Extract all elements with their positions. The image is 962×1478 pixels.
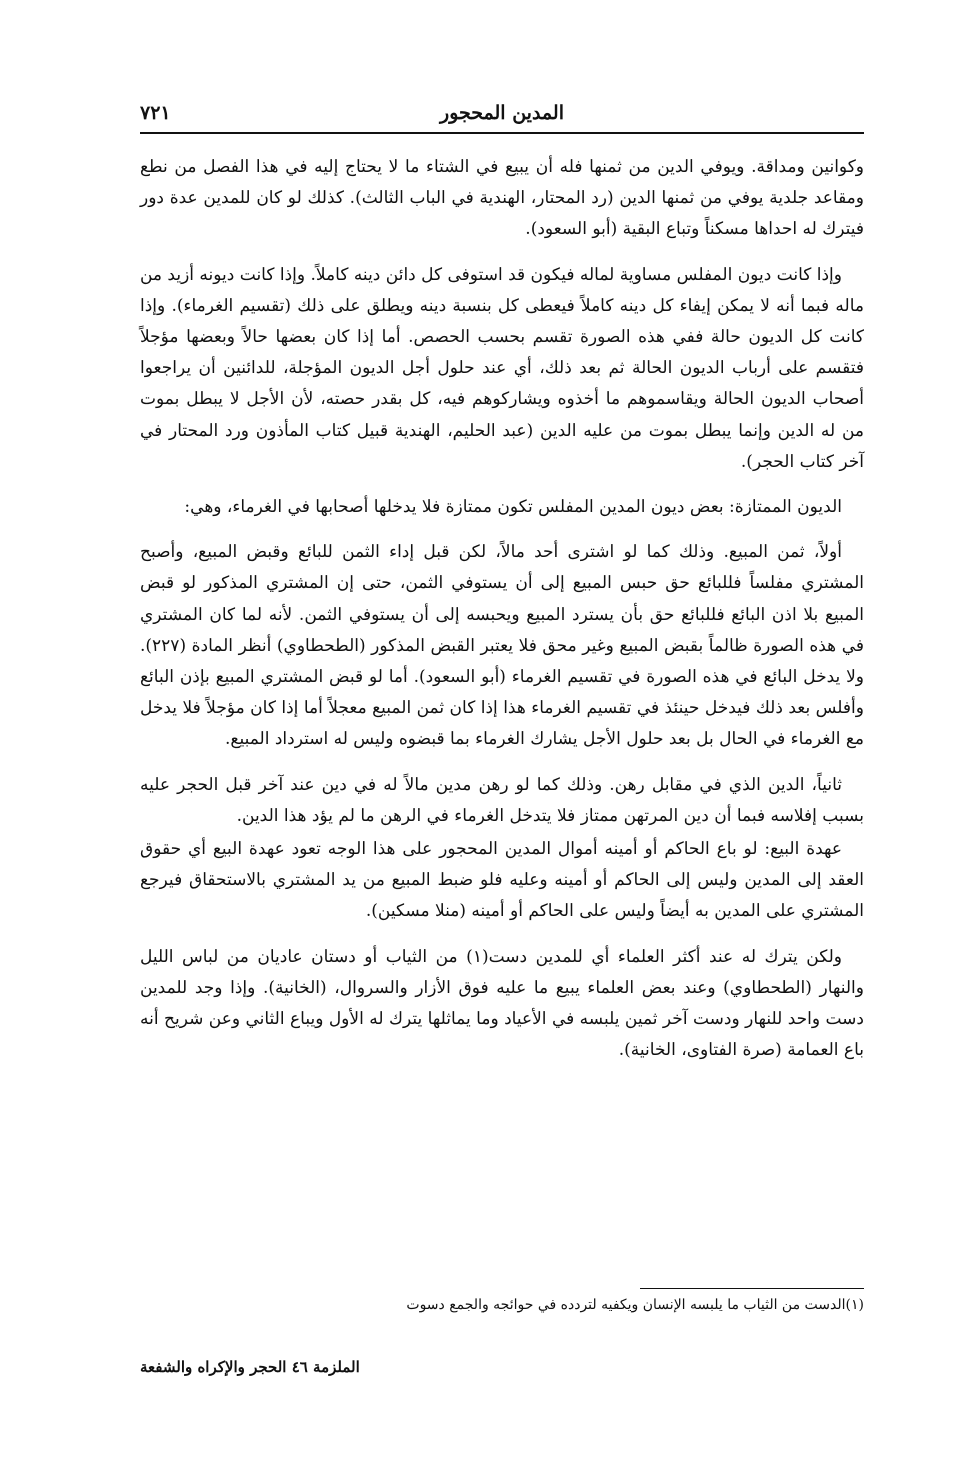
footnote: (١)الدست من الثياب ما يلبسه الإنسان ويكفيه لتردده في حوائجه والجمع دسوت: [406, 1297, 864, 1313]
paragraph-first-sale-price: أولاً، ثمن المبيع. وذلك كما لو اشترى أحد مالاً، لكن قبل إداء الثمن للبائع وقبض المبيع، وأصبح المشتري مفلساً فللبائع حق حبس المبيع إلى أن يستوفي الثمن، حتى إن المشتري المذكور لو قبض المبيع بلا اذن البائع فللبائع حق بأن يسترد المبيع ويحبسه إلى أن يستوفي الثمن. لأنه لما كان المشتري في هذه الصورة ظالماً بقبض المبيع وغير محق فلا يعتبر القبض المذكور (الطحطاوي) أنظر المادة (٢٢٧). ولا يدخل البائع في هذه الصورة في تقسيم الغرماء (أبو السعود). أما لو قبض المشتري المبيع بإذن البائع وأفلس بعد ذلك فيدخل حينئذ في تقسيم الغرماء هذا إذا كان ثمن المبيع معجلاً أما إذا كان مؤجلاً فلا يدخل مع الغرماء في الحال بل بعد حلول الأجل يشارك الغرماء بما قبضوه وليس له استرداد المبيع.: [140, 542, 864, 750]
page-number: ٧٢١: [140, 102, 171, 124]
paragraph-continuation: وكوانين ومداقة. ويوفي الدين من ثمنها فله أن يبيع في الشتاء ما لا يحتاج إليه في هذا الفصل من نطع ومقاعد جلدية يوفي من ثمنها الدين (رد المحتار، الهندية في الباب الثالث). كذلك لو كان للمدين عدة دور فيترك له احداها مسكناً وتباع البقية (أبو السعود).: [140, 157, 864, 240]
running-title: المدين المحجور: [440, 102, 564, 124]
paragraph-second-pledge: ثانياً، الدين الذي في مقابل رهن. وذلك كما لو رهن مدين مالاً له في دين عند آخر قبل الحجر عليه بسبب إفلاسه فبما أن دين المرتهن ممتاز فلا يتدخل الغرماء في الرهن ما لم يؤد هذا الدين.: [140, 774, 864, 826]
paragraph-sale-liability: عهدة البيع: لو باع الحاكم أو أمينه أموال المدين المحجور على هذا الوجه تعود عهدة البيع أي حقوق العقد إلى المدين وليس إلى الحاكم أو أمينه وعليه فلو ضبط المبيع من يد المشتري بالاستحقاق فيرجع المشتري على المدين به أيضاً وليس على الحاكم أو أمينه (منلا مسكين).: [140, 839, 864, 922]
body-text: [140, 152, 864, 1080]
signature-line: الملزمة ٤٦ الحجر والإكراه والشفعة: [140, 1358, 360, 1376]
paragraph-clothing: ولكن يترك له عند أكثر العلماء أي للمدين دست(١) من الثياب أو دستان عاديان من لباس الليل والنهار (الطحطاوي) وعند بعض العلماء يبيع ما عليه فوق الأزار والسروال، (الخانية). وإذا وجد للمدين دست واحد للنهار ودست آخر ثمين يلبسه في الأعياد وما يماثلها يترك له الأول ويباع الثاني وعن شريح أنه باع العمامة (صرة الفتاوى، الخانية).: [140, 946, 864, 1061]
page-header: [140, 98, 864, 134]
paragraph-privileged-debts: الديون الممتازة: بعض ديون المدين المفلس تكون ممتازة فلا يدخلها أصحابها في الغرماء، وهي:: [184, 497, 842, 518]
footnote-rule: [640, 1288, 864, 1289]
paragraph-debt-division: وإذا كانت ديون المفلس مساوية لماله فيكون قد استوفى كل دائن دينه كاملاً. وإذا كانت ديونه أزيد من ماله فبما أنه لا يمكن إيفاء كل دينه كاملاً فيعطى كل بنسبة دينه ويطلق على ذلك (تقسيم الغرماء). وإذا كانت كل الديون حالة ففي هذه الصورة تقسم بحسب الحصص. أما إذا كان بعضها حالاً وبعضها مؤجلاً فتقسم على أرباب الديون الحالة ثم بعد ذلك، أي عند حلول أجل الديون المؤجلة، للدائنين أن يراجعوا أصحاب الديون الحالة ويقاسموهم ما أخذوه ويشاركوهم فيه، كل بقدر حصته، لأن الأجل لا يبطل بموت من له الدين وإنما يبطل بموت من عليه الدين (عبد الحليم، الهندية قبيل كتاب المأذون ورد المحتار في آخر كتاب الحجر).: [139, 264, 864, 472]
